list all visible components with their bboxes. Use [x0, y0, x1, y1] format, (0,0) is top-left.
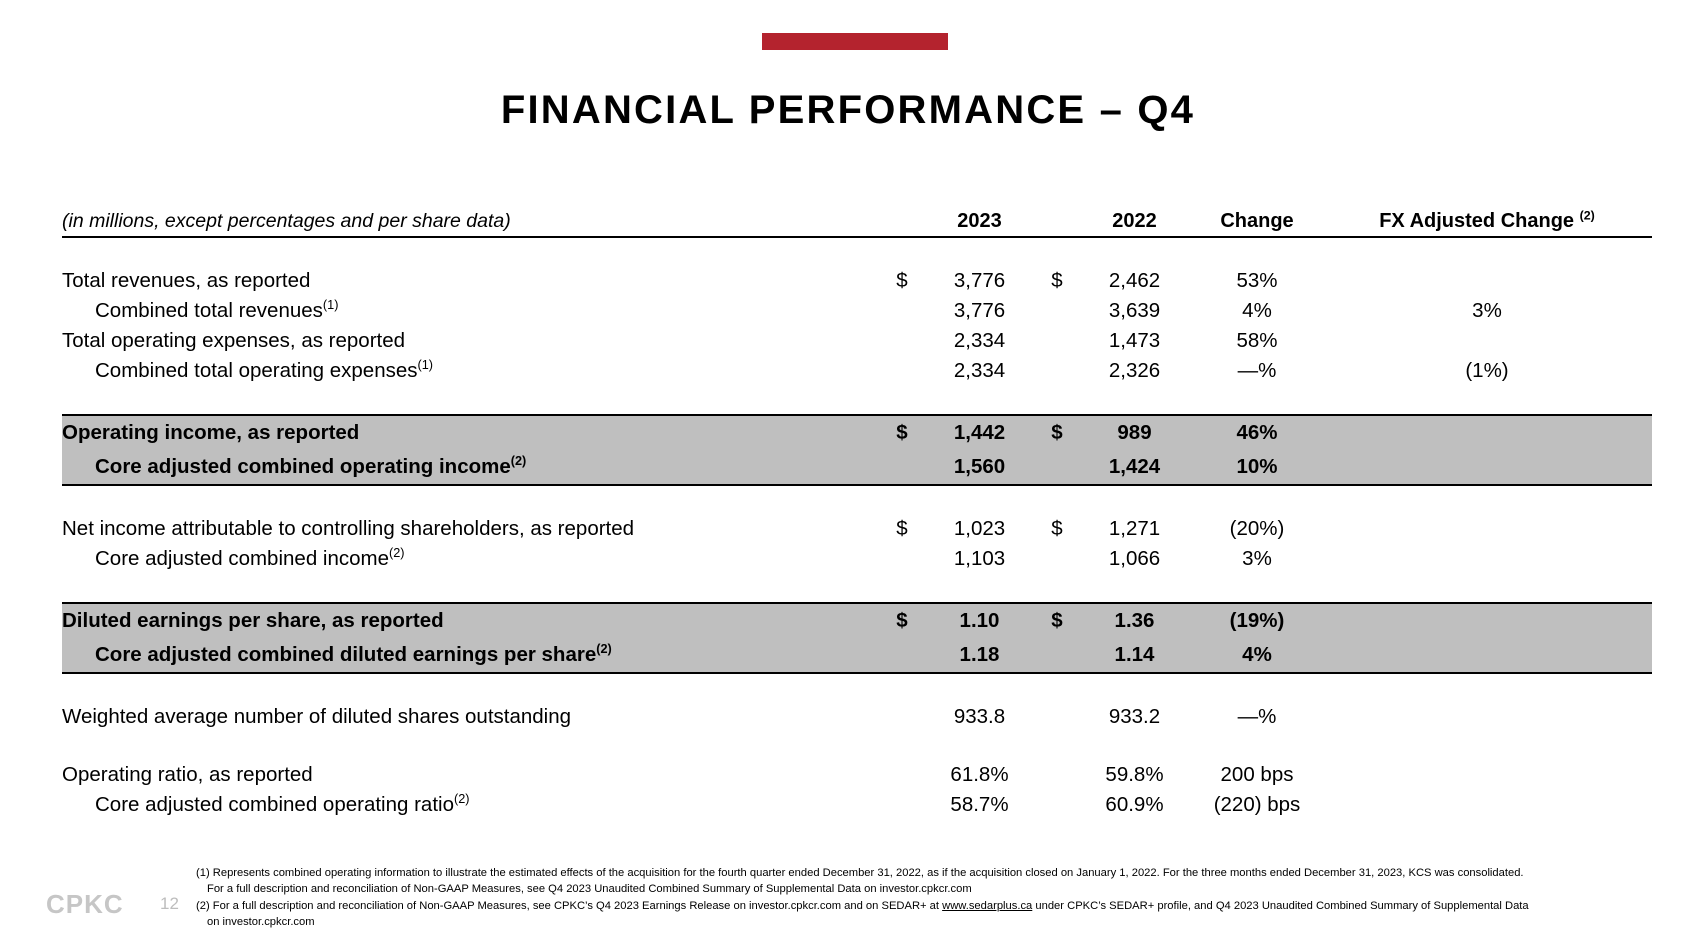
value-fx-adjusted-change	[1322, 514, 1652, 544]
value-change: (220) bps	[1213, 793, 1301, 816]
row-label: Net income attributable to controlling shareholders, as reported	[62, 517, 635, 540]
section-spacer	[62, 485, 1652, 514]
footnote-marker: (1)	[417, 357, 434, 373]
row-label: Total operating expenses, as reported	[62, 329, 406, 352]
value-2022: 1,271	[1108, 517, 1161, 540]
footnote-2-text-end: under CPKC’s SEDAR+ profile, and Q4 2023 Unaudited Combined Summary of Supplemental Data on investor.cpkcr.com	[207, 899, 1529, 928]
value-change: 200 bps	[1220, 763, 1294, 786]
table-row	[62, 450, 1652, 485]
header-year-2023: 2023	[922, 210, 1037, 237]
currency-symbol-2023	[882, 326, 922, 356]
currency-symbol-2023	[882, 356, 922, 386]
currency-symbol-2022	[1037, 790, 1077, 820]
currency-symbol-2022	[1037, 638, 1077, 673]
footnote-marker: (2)	[596, 641, 612, 657]
value-fx-adjusted-change: (1%)	[1465, 359, 1509, 382]
value-2023: 1,023	[953, 517, 1006, 540]
value-change: (20%)	[1229, 517, 1285, 540]
value-fx-adjusted-change	[1322, 638, 1652, 673]
table-row	[62, 266, 1652, 296]
currency-symbol-2023	[882, 450, 922, 485]
value-2022: 1,066	[1108, 547, 1161, 570]
value-2023: 3,776	[953, 269, 1006, 292]
value-change: 4%	[1192, 638, 1322, 673]
currency-symbol-2022: $	[1037, 603, 1077, 638]
value-fx-adjusted-change	[1322, 760, 1652, 790]
row-label: Core adjusted combined operating income$^{(2)}$	[62, 450, 882, 485]
spacer-cell	[62, 485, 1652, 514]
page-number: 12	[160, 894, 179, 913]
header-change: Change	[1192, 210, 1322, 237]
row-label: Total revenues, as reported	[62, 269, 311, 292]
section-spacer	[62, 574, 1652, 603]
spacer-cell	[62, 574, 1652, 603]
currency-symbol-2023: $	[896, 517, 908, 540]
footnote-marker: (2)	[1579, 208, 1595, 223]
table-header-row	[62, 210, 1652, 237]
header-spacer-2	[1037, 210, 1077, 237]
spacer-cell	[62, 732, 1652, 760]
spacer-cell	[62, 237, 1652, 266]
currency-symbol-2023	[882, 638, 922, 673]
table-row	[62, 415, 1652, 450]
footnote-2-text-start: (2) For a full description and reconciliation of Non-GAAP Measures, see CPKC’s Q4 2023 Earnings Release on investor.cpkcr.com and on SEDAR+ at	[196, 899, 943, 912]
row-label: Weighted average number of diluted shares outstanding	[62, 705, 572, 728]
value-fx-adjusted-change	[1322, 450, 1652, 485]
currency-symbol-2022	[1037, 450, 1077, 485]
footnote-2	[196, 899, 1536, 931]
units-note: (in millions, except percentages and per share data)	[62, 210, 882, 237]
table-row	[62, 760, 1652, 790]
value-fx-adjusted-change	[1322, 702, 1652, 732]
row-label: Operating ratio, as reported	[62, 763, 313, 786]
value-fx-adjusted-change	[1322, 603, 1652, 638]
table-row	[62, 702, 1652, 732]
footnote-marker: (1)	[322, 297, 339, 313]
value-2022: 1,424	[1077, 450, 1192, 485]
header-spacer-1	[882, 210, 922, 237]
value-change: 10%	[1192, 450, 1322, 485]
currency-symbol-2023: $	[882, 415, 922, 450]
value-2022: 2,462	[1108, 269, 1161, 292]
header-fx-adjusted-change: FX Adjusted Change $^{(2)}$	[1322, 210, 1652, 237]
value-change: 53%	[1236, 269, 1278, 292]
row-label: Core adjusted combined operating ratio$^{(2)}$	[95, 791, 470, 816]
row-label: Core adjusted combined diluted earnings per share$^{(2)}$	[62, 638, 882, 673]
sedarplus-link[interactable]: www.sedarplus.ca	[942, 899, 1033, 912]
section-spacer	[62, 732, 1652, 760]
row-label: Combined total operating expenses$^{(1)}$	[95, 357, 434, 382]
value-2023: 3,776	[953, 299, 1006, 322]
table-row	[62, 326, 1652, 356]
footnotes	[196, 866, 1536, 932]
value-fx-adjusted-change	[1322, 326, 1652, 356]
value-change: 46%	[1192, 415, 1322, 450]
header-year-2022: 2022	[1077, 210, 1192, 237]
row-label: Diluted earnings per share, as reported	[62, 603, 882, 638]
value-2022: 1.14	[1077, 638, 1192, 673]
footnote-marker: (2)	[510, 453, 527, 469]
value-2022: 1.36	[1077, 603, 1192, 638]
currency-symbol-2022	[1037, 296, 1077, 326]
currency-symbol-2022	[1037, 760, 1077, 790]
value-2023: 2,334	[953, 359, 1006, 382]
currency-symbol-2023	[882, 760, 922, 790]
row-label: Operating income, as reported	[62, 415, 882, 450]
section-spacer	[62, 673, 1652, 702]
value-change: —%	[1237, 359, 1277, 382]
value-2022: 2,326	[1108, 359, 1161, 382]
currency-symbol-2023	[882, 790, 922, 820]
value-fx-adjusted-change: 3%	[1472, 299, 1502, 322]
currency-symbol-2023	[882, 702, 922, 732]
value-change: 4%	[1242, 299, 1272, 322]
value-fx-adjusted-change	[1322, 790, 1652, 820]
value-2022: 59.8%	[1105, 763, 1164, 786]
section-spacer	[62, 386, 1652, 415]
financial-table	[62, 210, 1652, 820]
currency-symbol-2023	[882, 296, 922, 326]
value-2022: 3,639	[1108, 299, 1161, 322]
currency-symbol-2022: $	[1051, 517, 1063, 540]
value-2023: 1,103	[953, 547, 1006, 570]
page-title: FINANCIAL PERFORMANCE – Q4	[500, 88, 1196, 132]
value-2023: 1.18	[922, 638, 1037, 673]
value-change: 58%	[1236, 329, 1278, 352]
currency-symbol-2023	[882, 544, 922, 574]
financial-table-container	[62, 210, 1652, 820]
currency-symbol-2022	[1037, 544, 1077, 574]
currency-symbol-2023: $	[882, 603, 922, 638]
currency-symbol-2022	[1037, 326, 1077, 356]
table-row	[62, 356, 1652, 386]
row-label: Core adjusted combined income$^{(2)}$	[95, 545, 405, 570]
value-2023: 1.10	[922, 603, 1037, 638]
value-fx-adjusted-change	[1322, 266, 1652, 296]
table-row	[62, 603, 1652, 638]
currency-symbol-2022: $	[1037, 415, 1077, 450]
value-2022: 60.9%	[1105, 793, 1164, 816]
footnote-1: (1) Represents combined operating information to illustrate the estimated effects of the acquisition for the fourth quarter ended December 31, 2022, as if the acquisition closed on January 1, 2022. For the three months ended December 31, 2023, KCS was consolidated. For a full description and reconciliation of Non-GAAP Measures, see Q4 2023 Unaudited Combined Summary of Supplemental Data on investor.cpkcr.com	[196, 867, 1524, 895]
value-2023: 2,334	[953, 329, 1006, 352]
value-2023: 61.8%	[950, 763, 1009, 786]
row-label: Combined total revenues$^{(1)}$	[95, 297, 339, 322]
value-2022: 933.2	[1108, 705, 1161, 728]
value-change: 3%	[1242, 547, 1272, 570]
value-2023: 1,560	[922, 450, 1037, 485]
value-change: (19%)	[1192, 603, 1322, 638]
table-row	[62, 296, 1652, 326]
value-2023: 933.8	[953, 705, 1006, 728]
currency-symbol-2023: $	[896, 269, 908, 292]
value-2023: 1,442	[922, 415, 1037, 450]
table-row	[62, 638, 1652, 673]
footnote-marker: (2)	[389, 545, 405, 561]
value-2023: 58.7%	[950, 793, 1009, 816]
footnote-marker: (2)	[453, 791, 470, 807]
currency-symbol-2022	[1037, 702, 1077, 732]
currency-symbol-2022: $	[1051, 269, 1063, 292]
table-row	[62, 544, 1652, 574]
cpkc-logo: CPKC	[46, 889, 124, 919]
value-2022: 1,473	[1108, 329, 1161, 352]
value-fx-adjusted-change	[1322, 544, 1652, 574]
spacer-cell	[62, 673, 1652, 702]
value-2022: 989	[1077, 415, 1192, 450]
section-spacer	[62, 237, 1652, 266]
table-row	[62, 514, 1652, 544]
value-fx-adjusted-change	[1322, 415, 1652, 450]
value-change: —%	[1237, 705, 1277, 728]
accent-bar	[762, 33, 948, 50]
table-row	[62, 790, 1652, 820]
currency-symbol-2022	[1037, 356, 1077, 386]
spacer-cell	[62, 386, 1652, 415]
